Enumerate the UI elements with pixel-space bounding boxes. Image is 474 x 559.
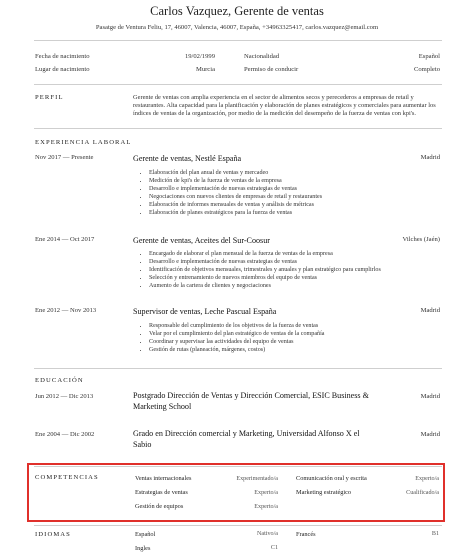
list-item: • Velar por el cumplimiento del plan estratégico de ventas de la compañía (149, 331, 439, 339)
job-bullets (140, 251, 439, 291)
language-name: Español (135, 531, 156, 538)
section-title-experience: EXPERIENCIA LABORAL (35, 139, 132, 146)
list-item: • Desarrollo e implementación de nuevas estrategias de ventas (149, 186, 439, 194)
list-item: • Elaboración del plan anual de ventas y mercadeo (149, 170, 439, 178)
divider (34, 128, 442, 129)
education-dates: Jun 2012 — Dic 2013 (35, 393, 94, 400)
list-item: • Medición de kpi's de la fuerza de ventas de la empresa (149, 178, 439, 186)
list-item: • Desarrollo e implementación de nuevas estrategias de ventas (149, 259, 439, 267)
list-item: • Aumento de la cartera de clientes y negociaciones (149, 283, 439, 291)
skill-name: Comunicación oral y escrita (296, 475, 367, 482)
list-item: • Negociaciones con nuevos clientes de empresas de retail y restaurantes (149, 194, 439, 202)
education-title: Postgrado Dirección de Ventas y Dirección Comercial, ESIC Business & Marketing School (133, 391, 369, 411)
skill-name: Gestión de equipos (135, 503, 184, 510)
job-location: Madrid (420, 307, 440, 314)
list-item: • Selección y entrenamiento de nuevos miembros del equipo de ventas (149, 275, 439, 283)
skill-level: Experto/a (415, 476, 439, 482)
divider (34, 368, 442, 369)
highlight-box (27, 463, 445, 522)
job-dates: Ene 2014 — Oct 2017 (35, 236, 95, 243)
language-level: B1 (431, 531, 439, 537)
education-location: Madrid (420, 393, 440, 400)
job-title: Gerente de ventas, Aceites del Sur-Coosur (133, 236, 270, 245)
skill-level: Experimentado/a (236, 476, 278, 482)
birth-date-value: 19/02/1999 (184, 53, 215, 60)
list-item: • Identificación de objetivos mensuales, trimestrales y anuales y plan estratégico para cumplirlos (149, 267, 439, 275)
list-item: • Coordinar y supervisar las actividades del equipo de ventas (149, 339, 439, 347)
job-title: Supervisor de ventas, Leche Pascual España (133, 307, 277, 316)
license-label: Permiso de conducir (244, 66, 299, 73)
job-title: Gerente de ventas, Nestlé España (133, 154, 242, 163)
section-title-education: EDUCACIÓN (35, 377, 84, 384)
job-dates: Ene 2012 — Nov 2013 (35, 307, 97, 314)
section-title-skills: COMPETENCIAS (35, 474, 99, 481)
contact-line: Pasatge de Ventura Feliu, 17, 46007, Valencia, 46007, España, +34963325417, carlos.vazquez@email.com (95, 24, 379, 31)
language-level: C1 (270, 545, 278, 551)
list-item: • Elaboración de planes estratégicos para la fuerza de ventas (149, 210, 439, 218)
birth-place-value: Murcia (195, 66, 215, 73)
language-name: Francés (296, 531, 316, 538)
skill-level: Experto/a (254, 490, 278, 496)
education-title: Grado en Dirección comercial y Marketing, Universidad Alfonso X el Sabio (133, 429, 360, 449)
language-name: Ingles (135, 545, 151, 552)
education-dates: Ene 2004 — Dic 2002 (35, 431, 95, 438)
nationality-label: Nacionalidad (244, 53, 280, 60)
skill-name: Estrategias de ventas (135, 489, 188, 496)
list-item: • Elaboración de informes mensuales de ventas y análisis de métricas (149, 202, 439, 210)
education-location: Madrid (420, 431, 440, 438)
divider (34, 525, 442, 526)
skill-level: Experto/a (254, 504, 278, 510)
divider (34, 40, 442, 41)
list-item: • Encargado de elaborar el plan mensual de la fuerza de ventas de la empresa (149, 251, 439, 259)
job-dates: Nov 2017 — Presente (35, 154, 94, 161)
profile-text: Gerente de ventas con amplia experiencia en el sector de alimentos secos y perecederos a empresas de retail y restaurantes. Alta capacidad para la planificación y elaboración de planes estratégicos y comerciales para aumentar los índices de ventas de la organización, por medio de la medición del desempeño de la fuerza de ventas con kpi's. (133, 94, 436, 118)
skill-name: Marketing estratégico (296, 489, 352, 496)
section-title-profile: PERFIL (35, 94, 64, 101)
job-bullets (140, 170, 439, 217)
license-value: Completo (413, 66, 440, 73)
skill-name: Ventas internacionales (135, 475, 192, 482)
section-title-languages: IDIOMAS (35, 531, 71, 538)
birth-place-label: Lugar de nacimiento (35, 66, 90, 73)
skill-level: Cualificado/a (406, 490, 439, 496)
job-location: Madrid (420, 154, 440, 161)
birth-date-label: Fecha de nacimiento (35, 53, 90, 60)
job-location: Vilches (Jaén) (402, 236, 440, 243)
list-item: • Gestión de rutas (planeación, márgenes, costos) (149, 347, 439, 355)
nationality-value: Español (418, 53, 440, 60)
language-level: Nativo/a (257, 531, 278, 537)
list-item: • Responsable del cumplimiento de los objetivos de la fuerza de ventas (149, 323, 439, 331)
resume-name: Carlos Vazquez, Gerente de ventas (150, 4, 324, 18)
divider (34, 84, 442, 85)
job-bullets (140, 323, 439, 355)
